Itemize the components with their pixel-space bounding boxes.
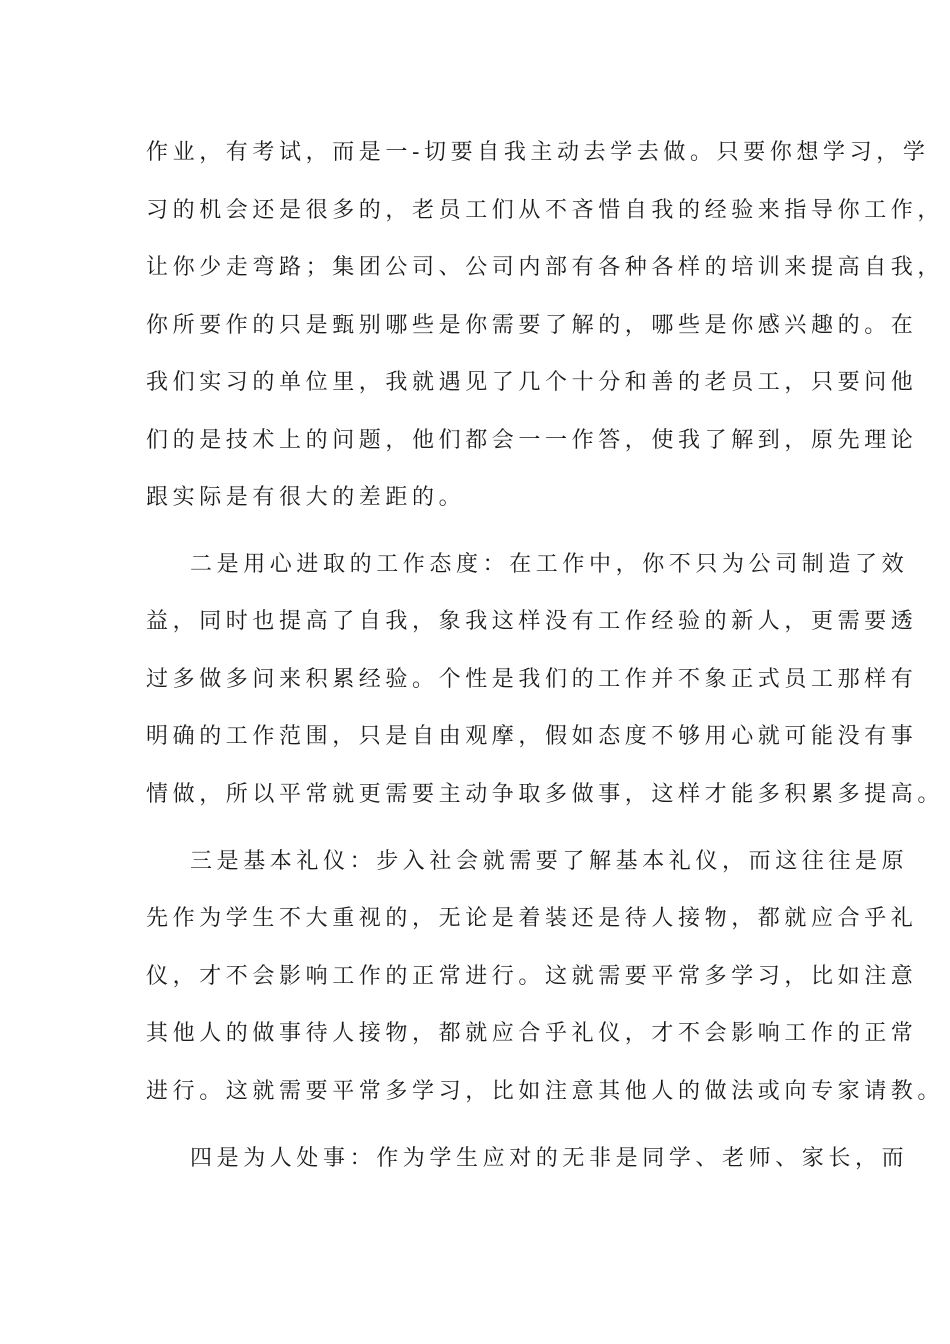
paragraph-1-line-7: 跟实际是有很大的差距的。 bbox=[146, 485, 466, 510]
paragraph-2-line-3: 过多做多问来积累经验。个性是我们的工作并不象正式员工那样有 bbox=[146, 667, 918, 692]
paragraph-4-line-1: 四是为人处事：作为学生应对的无非是同学、老师、家长，而 bbox=[190, 1146, 909, 1171]
paragraph-1-line-5: 我们实习的单位里，我就遇见了几个十分和善的老员工，只要问他 bbox=[146, 370, 918, 395]
paragraph-2-line-1: 二是用心进取的工作态度：在工作中，你不只为公司制造了效 bbox=[190, 552, 909, 577]
paragraph-1-line-4: 你所要作的只是甄别哪些是你需要了解的，哪些是你感兴趣的。在 bbox=[146, 313, 918, 338]
paragraph-2-line-5: 情做，所以平常就更需要主动争取多做事，这样才能多积累多提高。 bbox=[146, 782, 945, 807]
paragraph-1-line-2: 习的机会还是很多的，老员工们从不吝惜自我的经验来指导你工作， bbox=[146, 198, 945, 223]
paragraph-1-line-1: 作业，有考试，而是一-切要自我主动去学去做。只要你想学习，学 bbox=[146, 140, 930, 165]
paragraph-2-line-2: 益，同时也提高了自我，象我这样没有工作经验的新人，更需要透 bbox=[146, 609, 918, 634]
paragraph-3-line-5: 进行。这就需要平常多学习，比如注意其他人的做法或向专家请教。 bbox=[146, 1079, 945, 1104]
paragraph-2-line-4: 明确的工作范围，只是自由观摩，假如态度不够用心就可能没有事 bbox=[146, 724, 918, 749]
paragraph-3-line-4: 其他人的做事待人接物，都就应合乎礼仪，才不会影响工作的正常 bbox=[146, 1021, 918, 1046]
paragraph-3-line-1: 三是基本礼仪：步入社会就需要了解基本礼仪，而这往往是原 bbox=[190, 849, 909, 874]
paragraph-1-line-6: 们的是技术上的问题，他们都会一一作答，使我了解到，原先理论 bbox=[146, 428, 918, 453]
paragraph-3-line-2: 先作为学生不大重视的，无论是着装还是待人接物，都就应合乎礼 bbox=[146, 906, 918, 931]
paragraph-1-line-3: 让你少走弯路；集团公司、公司内部有各种各样的培训来提高自我， bbox=[146, 255, 945, 280]
paragraph-3-line-3: 仪，才不会影响工作的正常进行。这就需要平常多学习，比如注意 bbox=[146, 964, 918, 989]
